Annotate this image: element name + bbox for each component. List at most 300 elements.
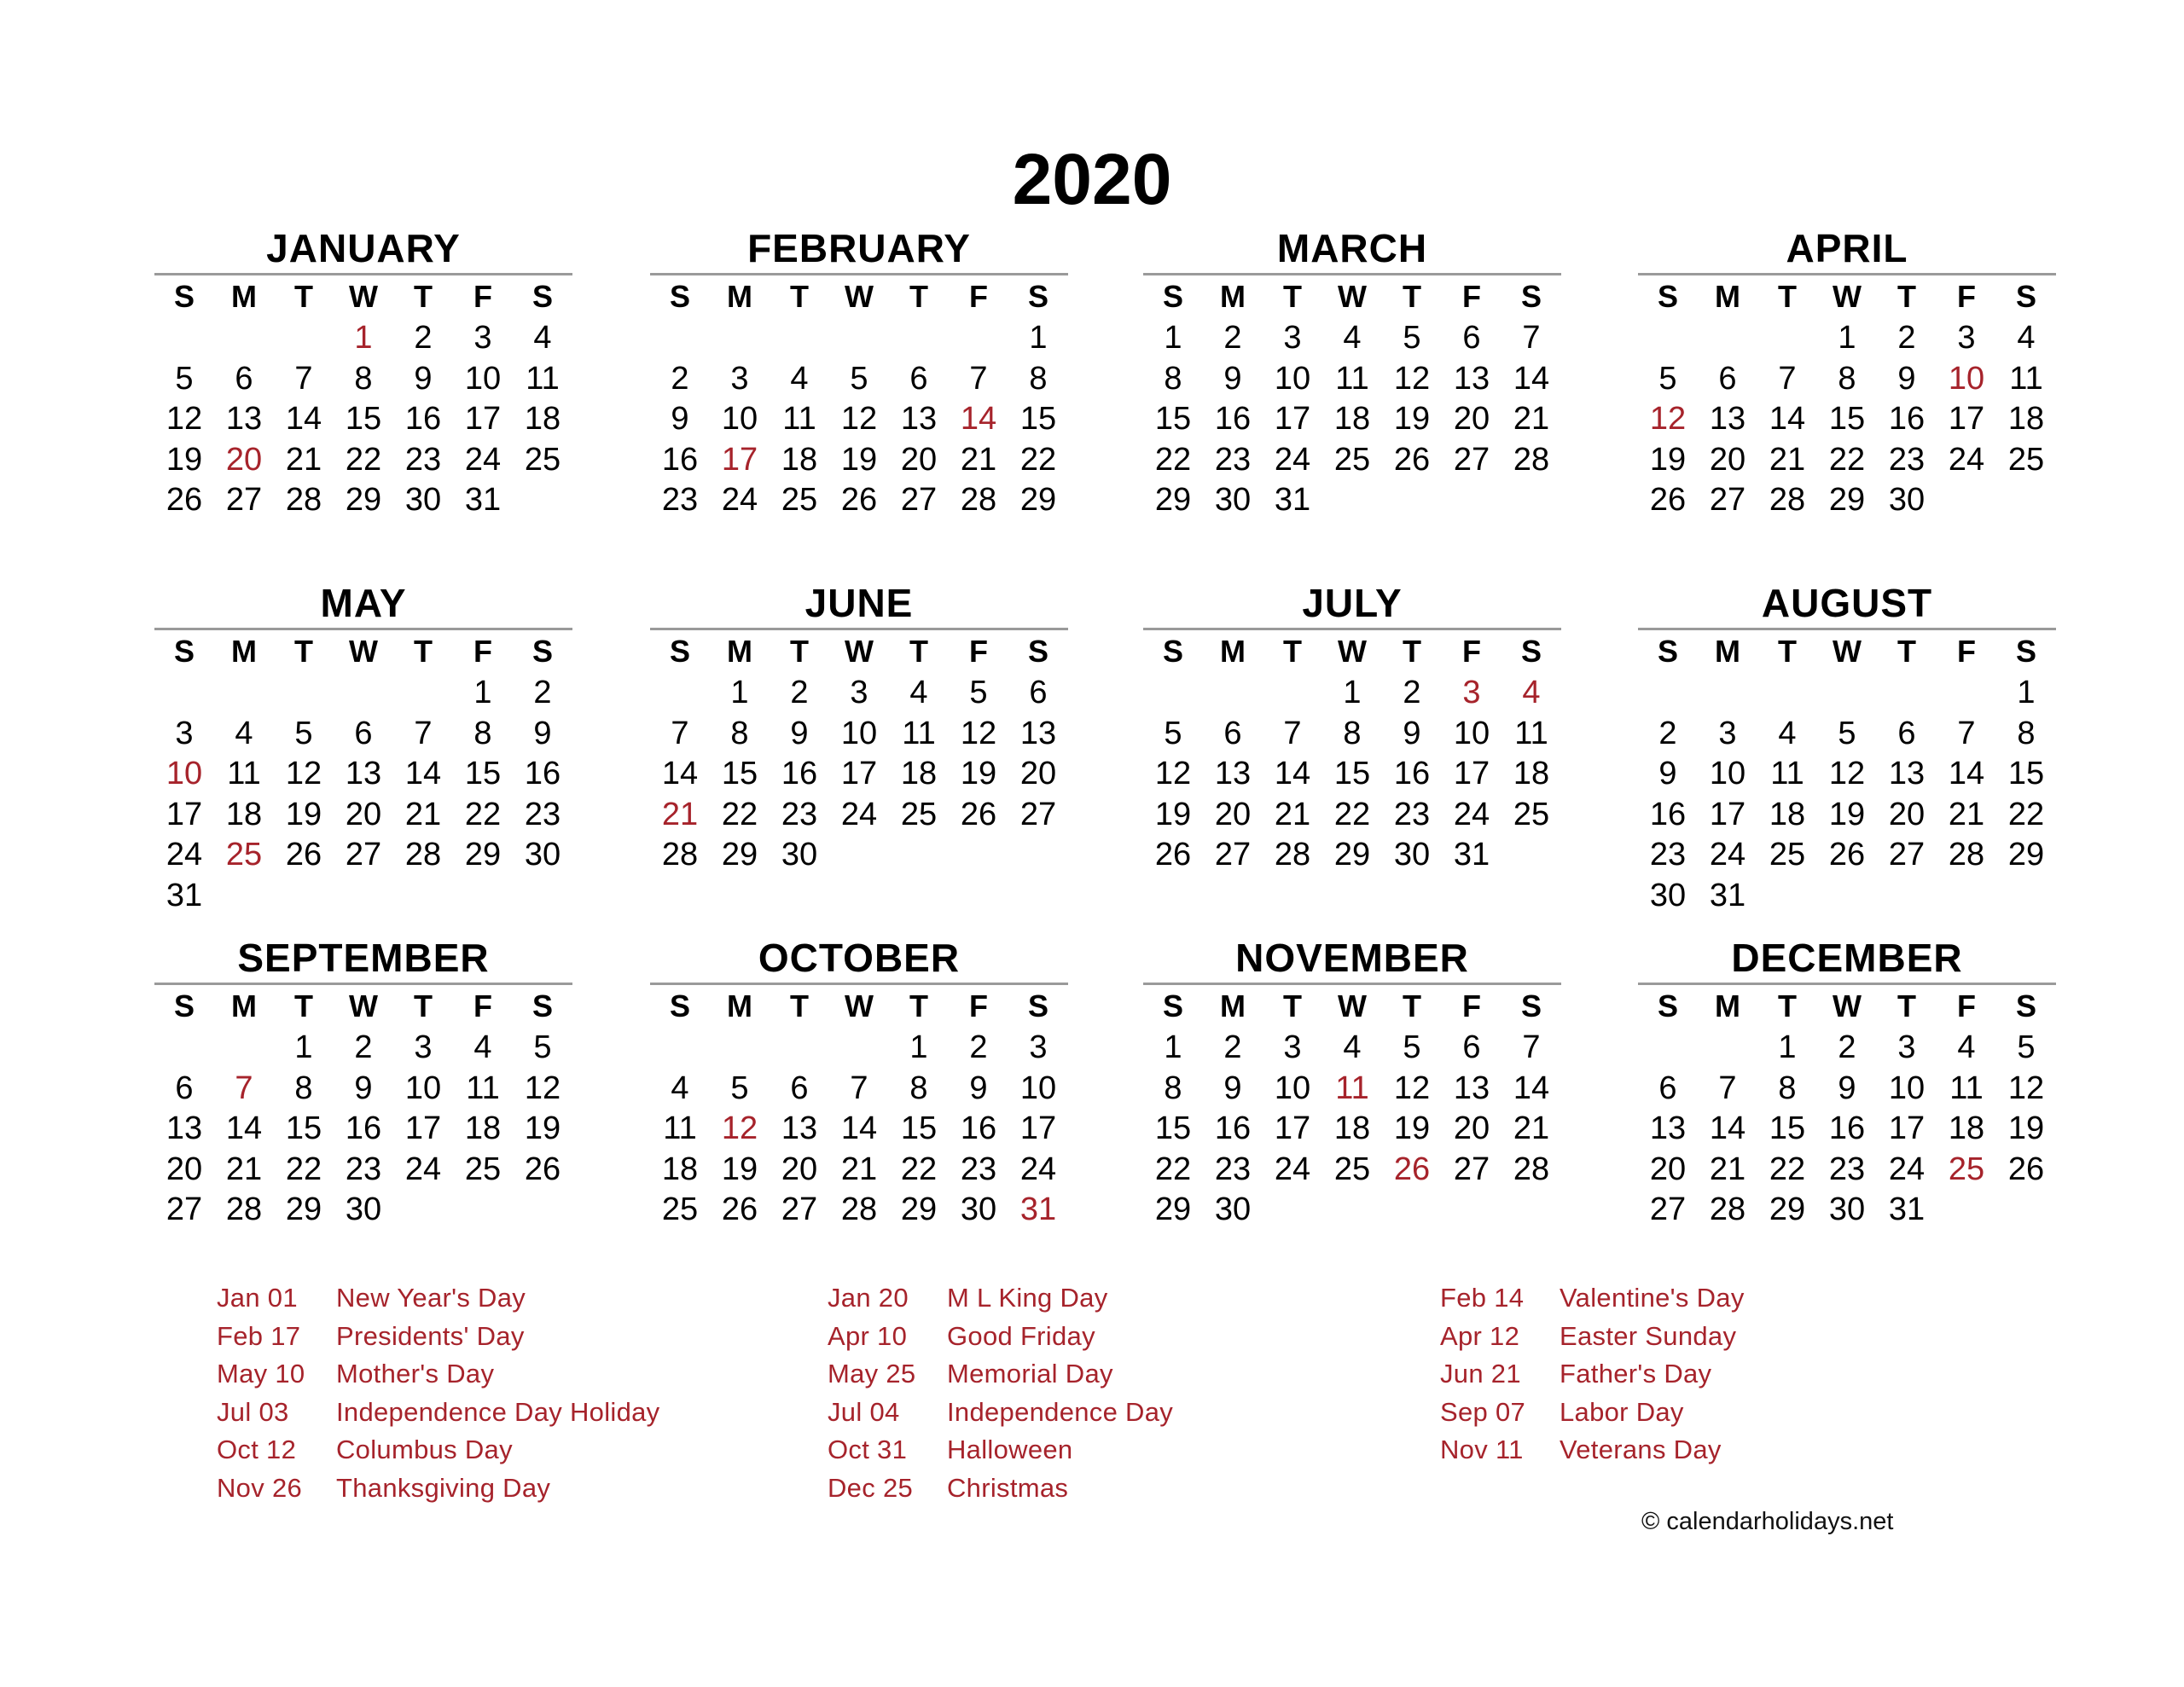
weekday-header: S [669,279,690,314]
day-cell: 2 [1403,675,1421,710]
day-cell: 9 [790,715,809,751]
day-cell: 28 [960,482,997,518]
day-cell: 1 [1838,320,1856,356]
day-cell: 20 [1453,401,1490,437]
day-cell: 17 [1274,1110,1311,1146]
holiday-name: Independence Day Holiday [336,1396,660,1427]
holiday-name: Mother's Day [336,1359,495,1388]
weekday-header: S [2015,988,2036,1023]
holiday-name: Christmas [947,1472,1069,1503]
day-cell: 25 [464,1151,502,1187]
weekday-header: F [1462,634,1481,669]
holiday-day-cell: 21 [661,796,699,832]
weekday-header: T [1283,988,1302,1023]
day-cell: 27 [1649,1191,1687,1227]
day-cell: 16 [1393,756,1431,791]
day-cell: 1 [2017,675,2036,710]
day-cell: 4 [533,320,552,356]
day-cell: 13 [1888,756,1926,791]
day-cell: 4 [473,1029,492,1065]
weekday-header: S [1657,988,1678,1023]
day-cell: 8 [1838,360,1856,397]
day-cell: 12 [1828,756,1866,791]
holiday-name: Presidents' Day [336,1320,525,1351]
day-cell: 27 [345,837,382,872]
day-grid [1638,673,2056,916]
holiday-date: May 25 [828,1359,916,1388]
day-cell: 14 [840,1110,878,1146]
day-cell: 29 [721,837,758,872]
day-cell: 1 [1778,1029,1797,1065]
day-cell: 16 [1214,401,1252,437]
day-cell: 19 [1828,796,1866,832]
day-cell: 20 [1453,1110,1490,1146]
holiday-name: Veterans Day [1560,1435,1722,1464]
day-cell: 10 [404,1070,442,1106]
day-cell: 29 [285,1191,322,1227]
day-cell: 24 [1888,1151,1926,1187]
day-cell: 17 [840,756,878,791]
day-cell: 17 [1709,796,1746,832]
day-cell: 30 [404,482,442,518]
day-cell: 27 [1888,837,1926,872]
day-cell: 6 [790,1070,809,1106]
day-cell: 14 [1709,1110,1746,1146]
day-cell: 16 [1888,401,1926,437]
day-cell: 13 [1453,360,1490,397]
day-cell: 27 [781,1191,818,1227]
day-cell: 23 [781,796,818,832]
day-cell: 21 [1513,1110,1550,1146]
empty-day-cell [710,1028,770,1069]
day-cell: 22 [721,796,758,832]
day-cell: 20 [1709,441,1746,478]
holiday-day-cell: 7 [235,1070,253,1106]
day-cell: 9 [1223,360,1242,397]
day-cell: 25 [524,441,561,478]
day-cell: 23 [404,441,442,478]
day-cell: 13 [345,756,382,791]
day-cell: 25 [781,482,818,518]
day-cell: 8 [730,715,749,751]
weekday-header: T [790,279,809,314]
day-cell: 23 [960,1151,997,1187]
empty-day-cell [214,1028,274,1069]
day-cell: 20 [781,1151,818,1187]
empty-day-cell [274,673,334,714]
day-cell: 8 [1778,1070,1797,1106]
day-cell: 2 [671,360,689,397]
day-cell: 16 [1214,1110,1252,1146]
day-cell: 24 [166,837,203,872]
weekday-header-row [1143,985,1561,1028]
day-cell: 21 [1709,1151,1746,1187]
day-cell: 23 [524,796,561,832]
month-name: FEBRUARY [747,226,971,270]
year-title: 2020 [1012,139,1172,219]
day-cell: 12 [1393,1070,1431,1106]
day-cell: 18 [1948,1110,1985,1146]
day-cell: 16 [661,441,699,478]
holiday-name: Thanksgiving Day [336,1472,551,1503]
weekday-header: S [1162,634,1183,669]
day-cell: 30 [1828,1191,1866,1227]
weekday-header: W [1833,634,1862,669]
holiday-name: Memorial Day [947,1359,1113,1388]
day-cell: 5 [850,360,868,397]
day-cell: 24 [1274,441,1311,478]
day-cell: 3 [1718,715,1737,751]
day-cell: 19 [2007,1110,2045,1146]
day-cell: 14 [225,1110,263,1146]
weekday-header: S [1162,279,1183,314]
day-grid [1143,318,1561,521]
day-cell: 28 [404,837,442,872]
holiday-date: Dec 25 [828,1472,914,1503]
day-cell: 12 [1154,756,1192,791]
day-cell: 21 [1948,796,1985,832]
weekday-header: T [1778,634,1797,669]
day-cell: 3 [1283,320,1302,356]
weekday-header-row [1638,630,2056,673]
day-cell: 4 [1957,1029,1976,1065]
day-cell: 7 [850,1070,868,1106]
day-cell: 8 [1164,360,1182,397]
day-cell: 13 [1019,715,1057,751]
day-cell: 15 [2007,756,2045,791]
day-cell: 15 [1154,401,1192,437]
weekday-header: F [473,634,492,669]
empty-day-cell [829,1028,889,1069]
day-cell: 26 [524,1151,561,1187]
month-name: JULY [1302,581,1403,625]
holiday-item [1440,1355,1745,1394]
empty-day-cell [1698,673,1757,714]
empty-day-cell [334,673,393,714]
day-cell: 4 [1343,1029,1362,1065]
day-cell: 25 [1769,837,1806,872]
day-cell: 11 [663,1110,697,1146]
weekday-header: M [231,988,257,1023]
empty-day-cell [274,318,334,359]
day-cell: 13 [1214,756,1252,791]
empty-day-cell [770,318,829,359]
day-cell: 8 [1164,1070,1182,1106]
day-cell: 31 [1709,877,1746,913]
day-cell: 15 [900,1110,938,1146]
day-cell: 19 [1154,796,1192,832]
day-cell: 9 [354,1070,373,1106]
day-cell: 10 [1709,756,1746,791]
day-cell: 8 [2017,715,2036,751]
day-cell: 8 [909,1070,928,1106]
holiday-day-cell: 25 [225,837,263,872]
weekday-header: S [531,988,553,1023]
empty-day-cell [1638,673,1698,714]
weekday-header: S [2015,634,2036,669]
day-cell: 12 [285,756,322,791]
day-cell: 16 [524,756,561,791]
day-cell: 15 [1154,1110,1192,1146]
day-cell: 27 [1709,482,1746,518]
day-cell: 13 [225,401,263,437]
month-august [1638,578,2056,916]
empty-day-cell [1698,318,1757,359]
day-cell: 9 [1403,715,1421,751]
weekday-header: S [1520,634,1542,669]
weekday-header: T [1897,634,1916,669]
day-cell: 18 [1769,796,1806,832]
day-cell: 30 [1393,837,1431,872]
day-cell: 18 [2007,401,2045,437]
day-cell: 28 [1948,837,1985,872]
holiday-item [828,1470,1173,1508]
day-cell: 29 [1019,482,1057,518]
day-cell: 29 [1154,482,1192,518]
holiday-item [828,1431,1173,1470]
holiday-day-cell: 1 [354,320,373,356]
day-cell: 20 [1649,1151,1687,1187]
weekday-header: S [1520,988,1542,1023]
weekday-header: F [1957,634,1976,669]
holiday-date: Jan 20 [828,1283,909,1313]
day-cell: 11 [902,715,936,751]
day-cell: 30 [1888,482,1926,518]
day-cell: 9 [1658,756,1677,791]
day-grid [1143,1028,1561,1231]
weekday-header: T [414,634,433,669]
day-cell: 21 [404,796,442,832]
day-cell: 4 [790,360,809,397]
weekday-header: M [1715,279,1740,314]
weekday-header-row [154,630,572,673]
day-cell: 9 [533,715,552,751]
day-cell: 13 [900,401,938,437]
day-cell: 11 [1770,756,1804,791]
day-cell: 13 [1709,401,1746,437]
weekday-header: S [531,634,553,669]
day-cell: 26 [166,482,203,518]
day-cell: 29 [1769,1191,1806,1227]
holiday-item [217,1470,659,1508]
holiday-date: Feb 14 [1440,1283,1525,1313]
day-cell: 24 [404,1151,442,1187]
day-cell: 5 [2017,1029,2036,1065]
holiday-date: Jan 01 [217,1283,298,1313]
day-cell: 26 [285,837,322,872]
weekday-header: W [1833,988,1862,1023]
day-cell: 23 [1214,441,1252,478]
day-cell: 15 [721,756,758,791]
weekday-header: S [1162,988,1183,1023]
day-cell: 6 [1462,1029,1481,1065]
day-cell: 4 [2017,320,2036,356]
weekday-header: F [969,988,988,1023]
month-name: JUNE [804,581,914,625]
empty-day-cell [770,1028,829,1069]
holiday-day-cell: 3 [1462,675,1481,710]
day-grid [650,318,1068,521]
day-cell: 21 [1513,401,1550,437]
day-cell: 23 [345,1151,382,1187]
day-cell: 28 [1513,441,1550,478]
month-november [1143,933,1561,1231]
weekday-header: F [473,988,492,1023]
day-cell: 24 [1709,837,1746,872]
weekday-header: M [1220,634,1246,669]
day-cell: 29 [1154,1191,1192,1227]
day-cell: 4 [671,1070,689,1106]
day-cell: 28 [285,482,322,518]
weekday-header: M [727,279,752,314]
day-cell: 18 [1513,756,1550,791]
day-cell: 12 [166,401,203,437]
day-cell: 24 [1948,441,1985,478]
day-cell: 7 [294,360,313,397]
day-cell: 23 [661,482,699,518]
day-cell: 19 [840,441,878,478]
day-cell: 11 [227,756,261,791]
holiday-item [1440,1431,1745,1470]
weekday-header: W [349,988,378,1023]
day-cell: 29 [1333,837,1371,872]
weekday-header: T [1403,988,1421,1023]
day-cell: 16 [345,1110,382,1146]
day-cell: 16 [1828,1110,1866,1146]
day-cell: 6 [1897,715,1916,751]
day-cell: 10 [1274,360,1311,397]
weekday-header: T [414,279,433,314]
day-cell: 17 [1888,1110,1926,1146]
day-grid [154,673,572,916]
holiday-item [828,1318,1173,1356]
holiday-day-cell: 26 [1393,1151,1431,1187]
day-cell: 14 [1513,360,1550,397]
month-name: AUGUST [1761,581,1933,625]
day-cell: 15 [464,756,502,791]
day-cell: 1 [473,675,492,710]
day-cell: 14 [404,756,442,791]
weekday-header: S [1027,279,1048,314]
weekday-header: W [349,279,378,314]
day-cell: 25 [1513,796,1550,832]
day-cell: 23 [1393,796,1431,832]
day-cell: 24 [464,441,502,478]
weekday-header: M [231,634,257,669]
day-cell: 24 [1274,1151,1311,1187]
day-cell: 1 [294,1029,313,1065]
month-name: MARCH [1276,226,1428,270]
weekday-header: F [1462,279,1481,314]
holiday-name: New Year's Day [336,1283,526,1313]
weekday-header: T [1897,988,1916,1023]
day-cell: 7 [414,715,433,751]
empty-day-cell [154,1028,214,1069]
day-cell: 20 [345,796,382,832]
weekday-header: S [531,279,553,314]
month-october [650,933,1068,1231]
day-cell: 2 [1223,320,1242,356]
day-cell: 14 [661,756,699,791]
day-cell: 5 [969,675,988,710]
weekday-header: S [173,279,195,314]
weekday-header: T [294,988,313,1023]
day-cell: 18 [781,441,818,478]
day-cell: 19 [960,756,997,791]
weekday-header: W [1338,634,1367,669]
day-cell: 2 [1897,320,1916,356]
day-cell: 13 [166,1110,203,1146]
month-january [154,223,572,521]
day-cell: 10 [840,715,878,751]
day-cell: 15 [345,401,382,437]
day-cell: 9 [1838,1070,1856,1106]
day-cell: 23 [1888,441,1926,478]
day-cell: 11 [1949,1070,1984,1106]
day-cell: 8 [473,715,492,751]
weekday-header: T [1897,279,1916,314]
weekday-header: W [1833,279,1862,314]
day-cell: 29 [900,1191,938,1227]
weekday-header: F [1462,988,1481,1023]
day-cell: 21 [1769,441,1806,478]
day-cell: 17 [1948,401,1985,437]
day-cell: 20 [1019,756,1057,791]
holiday-date: May 10 [217,1359,305,1388]
day-cell: 18 [1333,1110,1371,1146]
holiday-day-cell: 10 [166,756,203,791]
holiday-date: Apr 12 [1440,1320,1520,1351]
weekday-header: T [1403,279,1421,314]
day-cell: 27 [1453,1151,1490,1187]
day-cell: 22 [2007,796,2045,832]
weekday-header: T [909,634,928,669]
day-cell: 2 [354,1029,373,1065]
day-cell: 5 [1838,715,1856,751]
day-cell: 31 [166,877,203,913]
day-grid [154,318,572,521]
day-cell: 21 [225,1151,263,1187]
empty-day-cell [889,318,949,359]
holiday-item [217,1394,659,1432]
holiday-item [828,1394,1173,1432]
holiday-date: Feb 17 [217,1320,301,1351]
empty-day-cell [710,318,770,359]
month-name: OCTOBER [758,936,961,980]
day-cell: 22 [285,1151,322,1187]
day-cell: 13 [781,1110,818,1146]
weekday-header: W [1338,988,1367,1023]
day-cell: 10 [1453,715,1490,751]
weekday-header: S [1657,634,1678,669]
day-cell: 8 [294,1070,313,1106]
month-april [1638,223,2056,521]
weekday-header: T [1778,988,1797,1023]
day-cell: 3 [730,360,749,397]
day-cell: 11 [782,401,816,437]
day-cell: 5 [730,1070,749,1106]
day-cell: 23 [1649,837,1687,872]
day-cell: 28 [840,1191,878,1227]
day-cell: 10 [1274,1070,1311,1106]
day-cell: 30 [960,1191,997,1227]
holiday-name: Labor Day [1560,1396,1684,1427]
day-cell: 29 [345,482,382,518]
month-name: SEPTEMBER [237,936,490,980]
holiday-name: Independence Day [947,1396,1174,1427]
empty-day-cell [1143,673,1203,714]
day-cell: 2 [533,675,552,710]
